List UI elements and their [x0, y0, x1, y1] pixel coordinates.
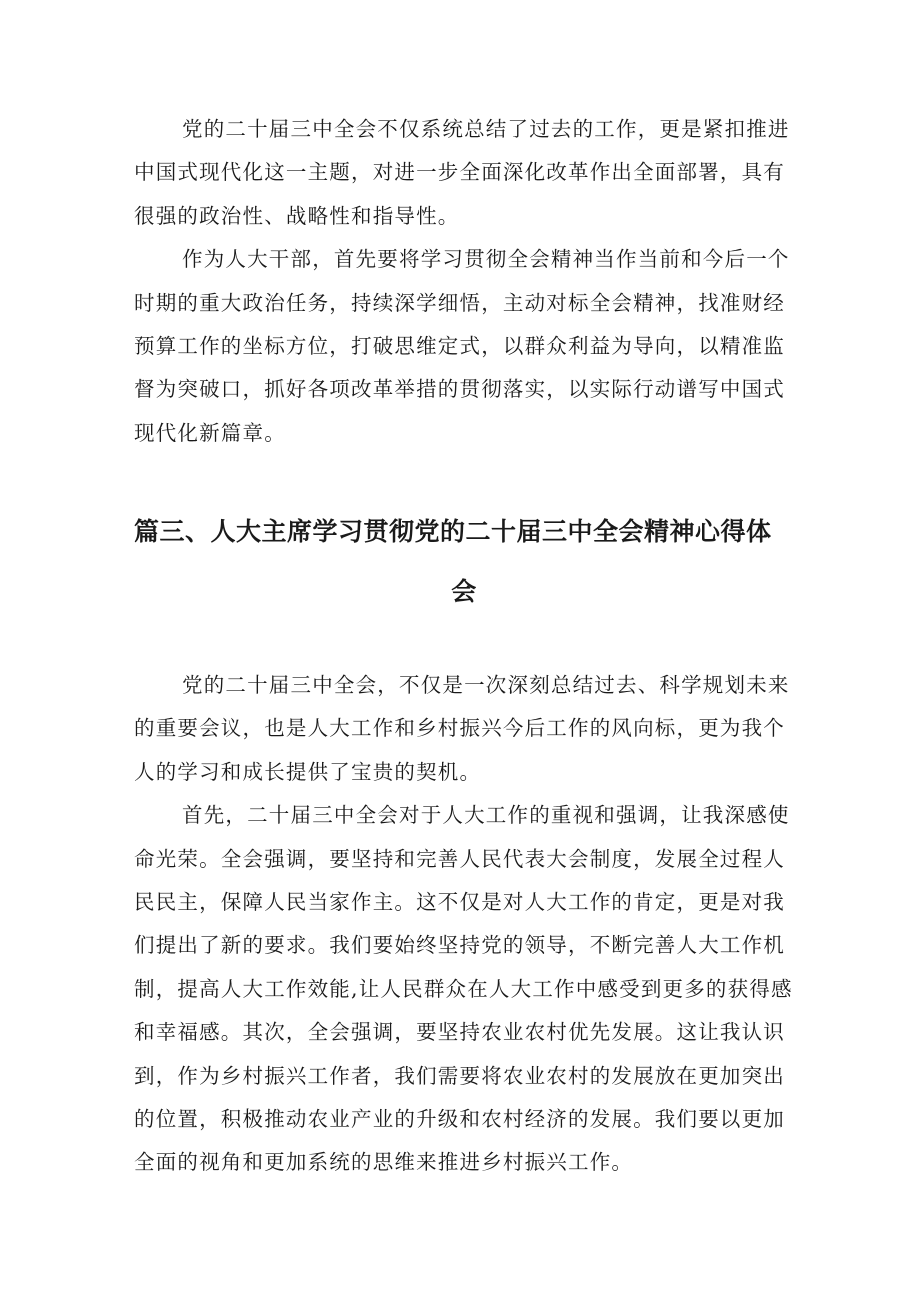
bottom-section: [134, 664, 794, 1185]
paragraph-plenum-summary: 党的二十届三中全会不仅系统总结了过去的工作，更是紧扣推进 中国式现代化这一主题，对进一步全面深化改革作出全面部署，具有 很强的政治性、战略性和指导性。: [134, 117, 790, 228]
paragraph-npc-cadre: 作为人大干部，首先要将学习贯彻全会精神当作当前和今后一个 时期的重大政治任务，持续深学细悟，主动对标全会精神，找准财经 预算工作的坐标方位，打破思维定式，以群众利益为导向，以精准监 督为突破口，抓好各项改革举措的贯彻落实，以实际行动谱写中国式 现代化新篇章。: [134, 247, 790, 445]
paragraph-npc-work-reflection: 首先，二十届三中全会对于人大工作的重视和强调，让我深感使 命光荣。全会强调，要坚持和完善人民代表大会制度，发展全过程人 民民主，保障人民当家作主。这不仅是对人大工作的肯定，更是对我 们提出了新的要求。我们要始终坚持党的领导，不断完善人大工作机 制，提高人大工作效能,让人民群众在人大工作中感受到更多的获得感 和幸福感。其次，全会强调，要坚持农业农村优先发展。这让我认识 到，作为乡村振兴工作者，我们需要将农业农村的发展放在更加突出 的位置，积极推动农业产业的升级和农村经济的发展。我们要以更加 全面的视角和更加系统的思维来推进乡村振兴工作。: [134, 803, 793, 1175]
section-heading-line1: 篇三、人大主席学习贯彻党的二十届三中全会精神心得体: [134, 517, 772, 546]
paragraph-plenum-significance: 党的二十届三中全会，不仅是一次深刻总结过去、科学规划未来 的重要会议，也是人大工作和乡村振兴今后工作的风向标，更为我个 人的学习和成长提供了宝贵的契机。: [134, 673, 790, 784]
top-section: [134, 108, 794, 455]
section-heading: [134, 502, 794, 622]
section-heading-line2: 会: [451, 577, 477, 606]
